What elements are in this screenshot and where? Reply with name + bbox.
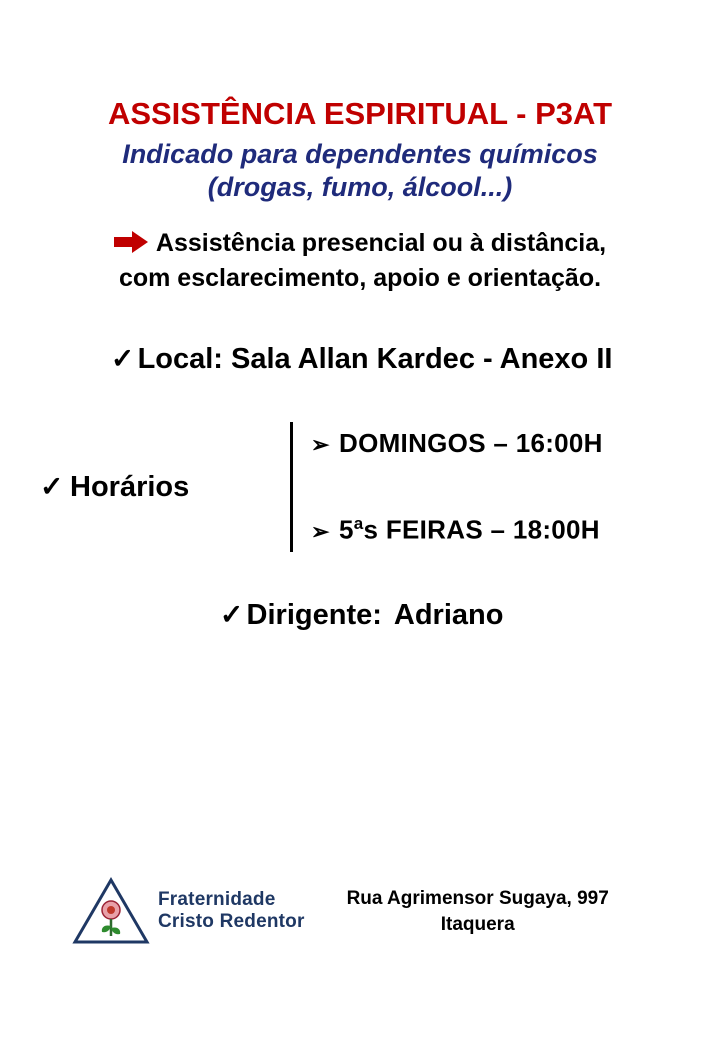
address-block — [347, 886, 609, 937]
schedule-label-wrap — [40, 470, 290, 504]
schedule-label: Horários — [70, 471, 190, 504]
leader-name: Adriano — [393, 599, 504, 632]
check-icon-local: ✓ — [110, 343, 135, 375]
address-line-2: Itaquera — [440, 913, 515, 935]
schedule-day-2-prefix: 5 — [339, 515, 354, 546]
schedule-day-2-sup: a — [353, 514, 364, 534]
intro-paragraph — [0, 227, 720, 294]
schedule-divider — [290, 422, 293, 552]
red-arrow-icon — [114, 229, 148, 262]
flyer-page — [0, 96, 720, 1056]
schedule-dash-2: – — [490, 515, 506, 546]
subtitle-line-2: (drogas, fumo, álcool...) — [207, 172, 513, 203]
schedule-dash-1: – — [493, 428, 509, 459]
schedule-item-thursday — [311, 514, 603, 546]
schedule-block — [0, 422, 720, 552]
leader-label: Dirigente: — [246, 599, 382, 632]
page-title: ASSISTÊNCIA ESPIRITUAL - P3AT — [107, 96, 613, 131]
schedule-item-sunday — [311, 428, 603, 459]
schedule-day-1: DOMINGOS — [339, 428, 486, 459]
address-line-1: Rua Agrimensor Sugaya, 997 — [346, 888, 609, 909]
leader-row — [0, 598, 720, 632]
subtitle-line-1: Indicado para dependentes químicos — [122, 138, 598, 169]
local-text: Local: Sala Allan Kardec - Anexo II — [137, 343, 613, 376]
title-block — [0, 96, 720, 205]
check-icon-leader: ✓ — [219, 599, 244, 631]
schedule-day-2-suffix: s — [363, 515, 379, 546]
schedule-time-2: 18:00H — [512, 515, 600, 546]
triangle-rose-logo-icon — [72, 876, 150, 946]
organization-logo — [72, 876, 305, 946]
schedule-day-2-word: FEIRAS — [385, 515, 483, 546]
organization-name — [158, 889, 305, 933]
local-row — [0, 342, 720, 376]
arrow-bullet-icon-1: ➢ — [311, 432, 330, 458]
check-icon-schedule: ✓ — [40, 471, 64, 503]
organization-name-line-1: Fraternidade — [158, 889, 276, 911]
footer — [0, 876, 720, 946]
schedule-time-1: 16:00H — [515, 428, 603, 459]
arrow-bullet-icon-2: ➢ — [311, 519, 330, 545]
organization-name-line-2: Cristo Redentor — [158, 911, 305, 932]
schedule-items — [311, 422, 603, 552]
intro-text-2: com esclarecimento, apoio e orientação. — [118, 263, 602, 292]
page-subtitle — [0, 138, 720, 206]
intro-row-1 — [0, 227, 720, 262]
intro-text-1: Assistência presencial ou à distância, — [155, 229, 607, 258]
